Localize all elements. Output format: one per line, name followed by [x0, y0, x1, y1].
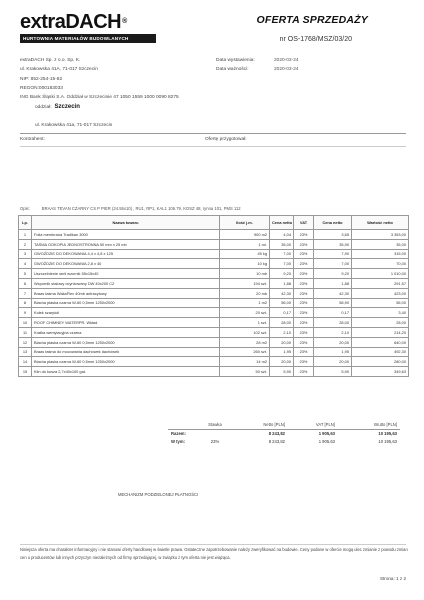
table-cell: 1,95: [314, 347, 352, 357]
company-logo: [20, 12, 160, 43]
table-cell: 2: [19, 239, 32, 249]
table-cell: 280,00: [352, 357, 409, 367]
table-cell: 20,00: [270, 357, 294, 367]
table-cell: 6: [19, 278, 32, 288]
table-cell: 42,30: [314, 288, 352, 298]
logo-text: extraDACH: [20, 11, 122, 33]
table-cell: 9: [19, 308, 32, 318]
table-cell: Blacha płaska czarna W-60 0,5mm 1250x2000: [32, 337, 220, 347]
branch: [35, 104, 80, 110]
table-cell: 12: [19, 337, 32, 347]
footer-note: Niniejsza oferta ma charakter informacyjny i nie stanowi oferty handlowej w świetle prawa. Ostateczne zapotrzebowanie należy zweryfikować na budowie. Ceny podane w ofercie mogą ulec zmianie z powodu zmian cen u producentów lub innych przyczyn niezależnych od firmy sprzedającej, w związku z tym oferta nie jest wiążąca.: [20, 547, 408, 560]
divider: [20, 146, 406, 147]
table-cell: Klin do kosza 2,7x40x100 gat.: [32, 367, 220, 377]
table-cell: 20,00: [314, 357, 352, 367]
table-cell: 7,90: [314, 249, 352, 259]
summary-cell: 10 195,63: [378, 438, 397, 444]
contractor-label: Kontrahent:: [20, 137, 45, 142]
table-cell: 7,00: [270, 249, 294, 259]
valid-date-value: 2020-03-24: [274, 67, 299, 73]
summary-cell: W tym:: [171, 438, 185, 444]
col-header: Cena netto: [270, 216, 294, 230]
table-cell: Wspornik stalowy ocynkowany DW 40x200 CZ: [32, 278, 220, 288]
branch-value: Szczecin: [54, 104, 80, 110]
table-cell: 9,20: [270, 269, 294, 279]
table-row: [19, 230, 409, 240]
table-cell: 7,00: [270, 259, 294, 269]
table-cell: 23%: [294, 249, 314, 259]
table-cell: 23%: [294, 337, 314, 347]
table-cell: 14: [19, 357, 32, 367]
summary-header-row: [168, 421, 400, 429]
table-cell: 1: [19, 230, 32, 240]
table-cell: 20 mb: [220, 288, 270, 298]
summary-cell: 10 195,63: [338, 429, 400, 437]
table-cell: 23%: [294, 357, 314, 367]
table-cell: 14 m2: [220, 357, 270, 367]
col-header: Ilość j.m.: [220, 216, 270, 230]
table-cell: GWOŹDZIE DO DEKOWANIA 4,4 x 4,8 x 125: [32, 249, 220, 259]
table-cell: 20,00: [270, 337, 294, 347]
table-cell: 0,17: [270, 308, 294, 318]
summary-header: VAT [PLN]: [315, 422, 335, 428]
table-cell: 423,00: [352, 288, 409, 298]
table-cell: Kołek szarykół: [32, 308, 220, 318]
bank-account: ING Bank Śląski S.A. Oddział w Szczecinie 47 1050 1559 1000 0090 8275: [20, 95, 179, 100]
col-header: VAT: [294, 216, 314, 230]
prepared-by-label: Ofertę przygotował:: [205, 137, 247, 142]
table-cell: 2,10: [270, 327, 294, 337]
registered-mark-icon: ®: [122, 18, 127, 25]
table-cell: Uszczelnienie serii wzornik 55x15x40: [32, 269, 220, 279]
table-cell: 45 kg: [220, 249, 270, 259]
table-row: [19, 327, 409, 337]
table-cell: 3: [19, 249, 32, 259]
seller-regon: REGON:000183033: [20, 85, 63, 91]
table-cell: 42,30: [270, 288, 294, 298]
table-cell: 35,90: [314, 239, 352, 249]
offer-description: [20, 206, 241, 211]
summary-cell: [198, 429, 232, 437]
table-cell: 1 rol.: [220, 239, 270, 249]
table-row: [19, 288, 409, 298]
table-cell: 1 010,00: [352, 269, 409, 279]
summary-cell: 1 905,63: [318, 438, 335, 444]
issue-date-label: Data wystawienia:: [216, 58, 255, 63]
table-row: [19, 269, 409, 279]
table-cell: 1,88: [314, 278, 352, 288]
col-header: Lp.: [19, 216, 32, 230]
table-row: [19, 249, 409, 259]
table-cell: TAŚMA OOKOPIA JEDNOSTRONNA 50 mm x 25 mb: [32, 239, 220, 249]
description-text: BRAAS TEVAN CZARNY CS P PIER (24.55x10) , RU1, RP1, KAL1 106.79, KOSZ 48, rynna 101, PMS 112: [41, 206, 241, 211]
table-cell: 0,17: [314, 308, 352, 318]
table-cell: 7: [19, 288, 32, 298]
table-cell: Blacha płaska czarna W-60 0,5mm 1250x2000: [32, 357, 220, 367]
seller-address: ul. Krakowska 41A, 71-017 Szczecin: [20, 67, 98, 73]
col-header: Wartość netto: [352, 216, 409, 230]
table-row: [19, 259, 409, 269]
table-cell: 194 szt.: [220, 278, 270, 288]
table-cell: ROOF CHIMNEY WATERPR. Wkład: [32, 318, 220, 328]
table-cell: 11: [19, 327, 32, 337]
table-cell: 5,90: [314, 367, 352, 377]
table-row: [19, 347, 409, 357]
table-cell: 35,00: [352, 239, 409, 249]
table-row: [19, 239, 409, 249]
summary-cell: 1 905,63: [288, 429, 338, 437]
table-cell: Braas taśma do mocowania dachówek dachówek: [32, 347, 220, 357]
table-cell: GWOŹDZIE DO DEKOWANIA 2,8 x 40: [32, 259, 220, 269]
table-cell: Blacha płaska czarna W-60 0,5mm 1250x2000: [32, 298, 220, 308]
table-cell: 5: [19, 269, 32, 279]
table-cell: 23%: [294, 367, 314, 377]
table-cell: 214,20: [352, 327, 409, 337]
table-cell: 20 szt.: [220, 308, 270, 318]
table-cell: 23%: [294, 318, 314, 328]
branch-label: oddział:: [35, 105, 52, 110]
table-cell: 349,63: [352, 367, 409, 377]
summary-total-row: [168, 429, 400, 437]
table-cell: 9,20: [314, 269, 352, 279]
summary-header: Brutto [PLN]: [374, 422, 397, 428]
table-cell: 70,00: [352, 259, 409, 269]
summary-vat-row: [168, 437, 400, 445]
seller-block: [20, 56, 98, 93]
table-cell: 7,00: [314, 259, 352, 269]
divider: [20, 133, 406, 134]
table-cell: 15: [19, 367, 32, 377]
payment-method: MECHANIZM PODZIELONEJ PŁATNOŚCI: [118, 492, 199, 497]
summary-cell: 23%: [210, 438, 220, 444]
table-cell: 3,40: [352, 308, 409, 318]
table-cell: 23%: [294, 327, 314, 337]
table-cell: Braas taśma WakaFlex 40mb antracytowy: [32, 288, 220, 298]
document-title: OFERTA SPRZEDAŻY: [256, 14, 368, 26]
table-cell: 20,00: [314, 337, 352, 347]
col-header: Nazwa towaru: [32, 216, 220, 230]
table-cell: 492,30: [352, 347, 409, 357]
table-cell: 10 mb: [220, 269, 270, 279]
summary-table: [168, 421, 400, 445]
valid-date-label: Data ważności:: [216, 67, 249, 73]
table-cell: 35,00: [270, 239, 294, 249]
table-row: [19, 298, 409, 308]
table-cell: 1,88: [270, 278, 294, 288]
table-header-row: [19, 216, 409, 230]
table-cell: 28 m2: [220, 337, 270, 347]
table-cell: 23%: [294, 230, 314, 240]
table-cell: 56,00: [270, 298, 294, 308]
table-cell: 8: [19, 298, 32, 308]
table-cell: 23%: [294, 288, 314, 298]
logo-tagline: HURTOWNIA MATERIAŁÓW BUDOWLANYCH: [20, 34, 156, 43]
table-row: [19, 367, 409, 377]
table-cell: 13: [19, 347, 32, 357]
seller-name: extraDACH Sp. z o.o. Sp. K.: [20, 58, 81, 63]
table-cell: 3 353,00: [352, 230, 409, 240]
table-row: [19, 308, 409, 318]
table-cell: 28,00: [352, 318, 409, 328]
seller-nip: NIP: 852-254-15-82: [20, 76, 63, 82]
divider: [20, 544, 406, 545]
table-cell: 56,00: [352, 298, 409, 308]
table-row: [19, 337, 409, 347]
table-cell: 23%: [294, 269, 314, 279]
table-cell: 23%: [294, 347, 314, 357]
document-number: nr OS-1768/MSZ/03/20: [279, 36, 352, 43]
table-cell: 1 szt.: [220, 318, 270, 328]
table-cell: 23%: [294, 298, 314, 308]
table-cell: Folia membrana Tradikan 3000: [32, 230, 220, 240]
summary-cell: 8 243,82: [268, 438, 285, 444]
table-row: [19, 357, 409, 367]
table-cell: 23%: [294, 308, 314, 318]
col-header: Cena netto: [314, 216, 352, 230]
table-cell: 5,90: [270, 367, 294, 377]
table-cell: Kratka wentylacyjna czarna: [32, 327, 220, 337]
summary-header: Netto [PLN]: [263, 422, 285, 428]
issue-date-value: 2020-03-24: [274, 58, 299, 63]
table-cell: 4: [19, 259, 32, 269]
summary-cell: 8 243,82: [232, 429, 288, 437]
table-cell: 28,00: [314, 318, 352, 328]
table-cell: 315,00: [352, 249, 409, 259]
table-cell: 640,00: [352, 337, 409, 347]
table-cell: 291,57: [352, 278, 409, 288]
table-cell: 102 szt.: [220, 327, 270, 337]
description-label: Opis:: [20, 206, 30, 211]
table-cell: 2,10: [314, 327, 352, 337]
table-cell: 900 m2: [220, 230, 270, 240]
items-table: [18, 215, 409, 377]
table-cell: 10: [19, 318, 32, 328]
page-number: Strona: 1 z 2: [379, 576, 406, 581]
table-cell: 58,90: [314, 298, 352, 308]
table-cell: 28,00: [270, 318, 294, 328]
dates-block: [216, 56, 299, 75]
table-cell: 50 szt.: [220, 367, 270, 377]
table-cell: 10 kg: [220, 259, 270, 269]
table-cell: 4,04: [270, 230, 294, 240]
summary-header: Stawka: [208, 422, 222, 428]
table-cell: 3,65: [314, 230, 352, 240]
summary-cell: Razem:: [168, 429, 198, 437]
table-cell: 23%: [294, 259, 314, 269]
buyer-address: ul. Krakowska 41a, 71-017 Szczecin: [35, 123, 113, 128]
table-cell: 1 m2: [220, 298, 270, 308]
table-cell: 23%: [294, 239, 314, 249]
table-cell: 260 szt.: [220, 347, 270, 357]
table-row: [19, 318, 409, 328]
table-row: [19, 278, 409, 288]
table-cell: 1,95: [270, 347, 294, 357]
table-cell: 23%: [294, 278, 314, 288]
